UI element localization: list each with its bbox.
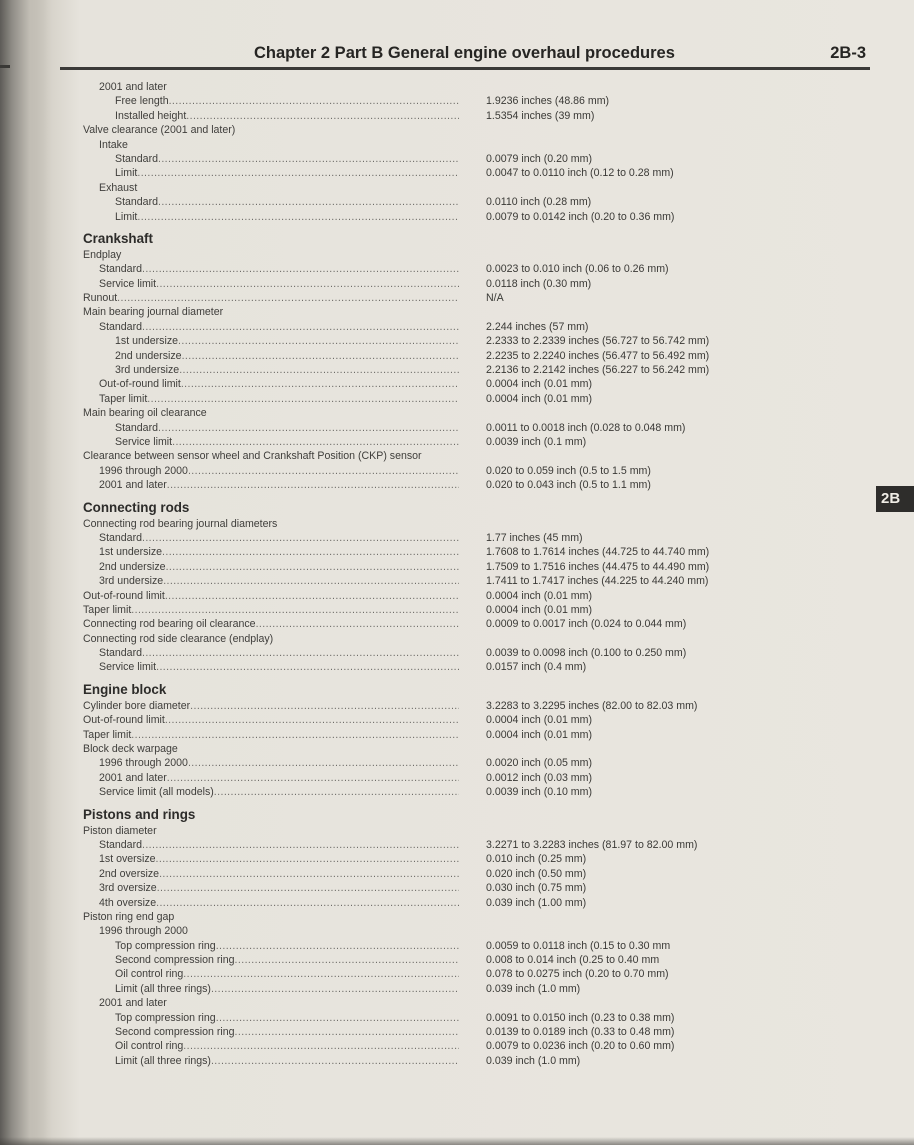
spec-label: Limit (all three rings) ..... — [115, 982, 459, 996]
spec-row — [0, 632, 914, 646]
spec-label: Exhaust — [99, 181, 138, 194]
spec-row — [0, 464, 914, 478]
spec-value: 0.0079 to 0.0142 inch (0.20 to 0.36 mm) — [486, 210, 675, 223]
spec-label: Out-of-round limit ..... — [83, 713, 459, 727]
spec-label: Main bearing journal diameter — [83, 306, 224, 319]
spec-row — [0, 123, 914, 137]
spec-label: 1996 through 2000 ..... — [99, 756, 459, 770]
spec-row — [0, 363, 914, 377]
spec-row — [0, 334, 914, 348]
spec-value: 0.030 inch (0.75 mm) — [486, 882, 587, 895]
spec-label: Intake — [99, 138, 128, 151]
spec-value: 0.0011 to 0.0018 inch (0.028 to 0.048 mm) — [486, 421, 686, 434]
spec-value: 0.0047 to 0.0110 inch (0.12 to 0.28 mm) — [486, 167, 674, 180]
spec-value: 1.77 inches (45 mm) — [486, 531, 583, 544]
spec-row — [0, 406, 914, 420]
spec-value: 1.5354 inches (39 mm) — [486, 109, 595, 122]
spec-value: 2.2136 to 2.2142 inches (56.227 to 56.242 mm) — [486, 364, 710, 377]
spec-value: N/A — [486, 292, 504, 305]
spec-value: 1.7509 to 1.7516 inches (44.475 to 44.490 mm) — [486, 560, 710, 573]
spec-row — [0, 728, 914, 742]
spec-label: Installed height ..... — [115, 109, 459, 123]
spec-label: Standard ..... — [115, 421, 459, 435]
spec-value: 0.0039 inch (0.10 mm) — [486, 786, 592, 799]
spec-label: 2001 and later ..... — [99, 771, 459, 785]
spec-label: Standard ..... — [99, 838, 459, 852]
spec-row — [0, 881, 914, 895]
spec-row — [0, 517, 914, 531]
spec-value: 0.0039 inch (0.1 mm) — [486, 435, 587, 448]
spec-label: Second compression ring ..... — [115, 953, 459, 967]
spec-label: Limit (all three rings) ..... — [115, 1054, 459, 1068]
spec-value: 0.0004 inch (0.01 mm) — [486, 714, 592, 727]
spec-value: 0.078 to 0.0275 inch (0.20 to 0.70 mm) — [486, 968, 669, 981]
section-heading: Pistons and rings — [83, 806, 196, 822]
spec-row — [0, 996, 914, 1010]
spec-label: Limit ..... — [115, 210, 459, 224]
spec-row — [0, 603, 914, 617]
spec-label: Taper limit ..... — [83, 728, 459, 742]
spec-row — [0, 982, 914, 996]
spec-row — [0, 756, 914, 770]
spec-row — [0, 545, 914, 559]
spec-label: Block deck warpage — [83, 743, 178, 756]
spec-row — [0, 291, 914, 305]
spec-row — [0, 449, 914, 463]
spec-label: Taper limit ..... — [83, 603, 459, 617]
spec-row — [0, 166, 914, 180]
spec-row — [0, 80, 914, 94]
spec-row — [0, 824, 914, 838]
spec-label: 2001 and later — [99, 81, 167, 93]
spec-label: 2nd oversize ..... — [99, 867, 459, 881]
spec-row — [0, 478, 914, 492]
spec-label: 3rd oversize ..... — [99, 881, 459, 895]
spec-value: 0.008 to 0.014 inch (0.25 to 0.40 mm — [486, 954, 660, 967]
page-number: 2B-3 — [830, 44, 866, 62]
spec-value: 0.020 to 0.059 inch (0.5 to 1.5 mm) — [486, 464, 651, 477]
spec-row — [0, 262, 914, 276]
specifications-list — [0, 80, 914, 1068]
spec-label: Limit ..... — [115, 166, 459, 180]
spec-row — [0, 646, 914, 660]
spec-row — [0, 939, 914, 953]
spec-row — [0, 421, 914, 435]
spec-label: Top compression ring ..... — [115, 1011, 459, 1025]
spec-label: Taper limit ..... — [99, 392, 459, 406]
spec-value: 0.0020 inch (0.05 mm) — [486, 757, 592, 770]
spec-label: 1st undersize ..... — [99, 545, 459, 559]
spec-label: Second compression ring ..... — [115, 1025, 459, 1039]
spec-row — [0, 967, 914, 981]
spec-label: Out-of-round limit ..... — [83, 589, 459, 603]
spec-row — [0, 771, 914, 785]
page-header — [60, 42, 870, 70]
spec-label: Standard ..... — [115, 152, 459, 166]
spec-label: 2nd undersize ..... — [115, 349, 459, 363]
spec-row — [0, 838, 914, 852]
spec-row — [0, 699, 914, 713]
spec-row — [0, 94, 914, 108]
chapter-title: Chapter 2 Part B General engine overhaul procedures — [254, 44, 675, 62]
spec-label: 2001 and later ..... — [99, 478, 459, 492]
spec-value: 0.0039 to 0.0098 inch (0.100 to 0.250 mm) — [486, 647, 687, 660]
spec-row — [0, 589, 914, 603]
spec-row — [0, 560, 914, 574]
spec-value: 2.2333 to 2.2339 inches (56.727 to 56.742 mm) — [486, 335, 710, 348]
section-heading-row — [0, 675, 914, 699]
spec-value: 1.7608 to 1.7614 inches (44.725 to 44.740 mm) — [486, 546, 710, 559]
spec-value: 0.0004 inch (0.01 mm) — [486, 603, 592, 616]
spec-label: 1996 through 2000 ..... — [99, 464, 459, 478]
spec-row — [0, 531, 914, 545]
spec-label: 4th oversize ..... — [99, 896, 459, 910]
spec-label: Standard ..... — [99, 262, 459, 276]
spec-value: 0.0012 inch (0.03 mm) — [486, 771, 592, 784]
spec-row — [0, 349, 914, 363]
spec-row — [0, 1039, 914, 1053]
spec-row — [0, 392, 914, 406]
spec-row — [0, 574, 914, 588]
section-heading: Crankshaft — [83, 230, 153, 246]
section-heading-row — [0, 224, 914, 248]
margin-tick — [0, 65, 10, 68]
spec-label: Connecting rod bearing oil clearance ..... — [83, 617, 459, 631]
spec-label: 3rd undersize ..... — [115, 363, 459, 377]
spec-row — [0, 617, 914, 631]
spec-value: 0.0157 inch (0.4 mm) — [486, 661, 587, 674]
spec-row — [0, 953, 914, 967]
spec-label: Piston ring end gap — [83, 910, 175, 923]
spec-label: Oil control ring ..... — [115, 967, 459, 981]
spec-label: Free length ..... — [115, 94, 459, 108]
spec-label: Out-of-round limit ..... — [99, 377, 459, 391]
spec-label: 3rd undersize ..... — [99, 574, 459, 588]
spec-label: Connecting rod bearing journal diameters — [83, 517, 278, 530]
spec-label: Service limit ..... — [99, 660, 459, 674]
spec-value: 0.0079 to 0.0236 inch (0.20 to 0.60 mm) — [486, 1040, 675, 1053]
spec-label: 1996 through 2000 — [99, 925, 188, 938]
spec-value: 0.039 inch (1.00 mm) — [486, 896, 587, 909]
spec-label: 2nd undersize ..... — [99, 560, 459, 574]
spec-label: Endplay — [83, 248, 122, 261]
spec-value: 0.0139 to 0.0189 inch (0.33 to 0.48 mm) — [486, 1026, 675, 1039]
spec-row — [0, 1025, 914, 1039]
spec-value: 0.0004 inch (0.01 mm) — [486, 378, 592, 391]
spec-row — [0, 305, 914, 319]
spec-label: Standard ..... — [115, 195, 459, 209]
spec-value: 3.2271 to 3.2283 inches (81.97 to 82.00 mm) — [486, 838, 698, 851]
spec-row — [0, 713, 914, 727]
spec-row — [0, 924, 914, 938]
section-heading: Connecting rods — [83, 499, 190, 515]
spec-row — [0, 138, 914, 152]
spec-row — [0, 896, 914, 910]
spec-value: 3.2283 to 3.2295 inches (82.00 to 82.03 mm) — [486, 699, 698, 712]
spec-value: 2.2235 to 2.2240 inches (56.477 to 56.492 mm) — [486, 349, 710, 362]
spec-label: Cylinder bore diameter ..... — [83, 699, 459, 713]
spec-value: 0.0023 to 0.010 inch (0.06 to 0.26 mm) — [486, 263, 669, 276]
spec-label: Piston diameter — [83, 824, 157, 837]
spec-label: Valve clearance (2001 and later) — [83, 124, 236, 137]
spec-value: 0.0004 inch (0.01 mm) — [486, 392, 592, 405]
spec-row — [0, 910, 914, 924]
spec-row — [0, 1054, 914, 1068]
spec-value: 0.039 inch (1.0 mm) — [486, 1054, 581, 1067]
spec-label: 1st undersize ..... — [115, 334, 459, 348]
spec-row — [0, 867, 914, 881]
spec-row — [0, 742, 914, 756]
spec-value: 0.020 inch (0.50 mm) — [486, 867, 587, 880]
spec-value: 0.0004 inch (0.01 mm) — [486, 728, 592, 741]
page-edge-shadow — [0, 1137, 914, 1145]
spec-label: 1st oversize ..... — [99, 852, 459, 866]
spec-row — [0, 210, 914, 224]
spec-value: 0.039 inch (1.0 mm) — [486, 982, 581, 995]
spec-value: 1.9236 inches (48.86 mm) — [486, 95, 610, 108]
spec-row — [0, 1011, 914, 1025]
chapter-tab: 2B — [876, 486, 914, 512]
spec-row — [0, 435, 914, 449]
section-heading-row — [0, 493, 914, 517]
spec-label: Standard ..... — [99, 646, 459, 660]
spec-row — [0, 195, 914, 209]
spec-value: 2.244 inches (57 mm) — [486, 320, 589, 333]
spec-label: Standard ..... — [99, 531, 459, 545]
spec-row — [0, 377, 914, 391]
section-heading: Engine block — [83, 681, 167, 697]
spec-row — [0, 277, 914, 291]
spec-value: 0.0118 inch (0.30 mm) — [486, 277, 592, 290]
spec-value: 0.010 inch (0.25 mm) — [486, 853, 587, 866]
spec-value: 0.0009 to 0.0017 inch (0.024 to 0.044 mm) — [486, 618, 687, 631]
spec-label: Oil control ring ..... — [115, 1039, 459, 1053]
spec-label: Top compression ring ..... — [115, 939, 459, 953]
spec-label: Runout ..... — [83, 291, 459, 305]
spec-row — [0, 248, 914, 262]
spec-row — [0, 320, 914, 334]
spec-value: 0.0091 to 0.0150 inch (0.23 to 0.38 mm) — [486, 1011, 675, 1024]
spec-row — [0, 852, 914, 866]
spec-label: Service limit ..... — [99, 277, 459, 291]
spec-value: 0.020 to 0.043 inch (0.5 to 1.1 mm) — [486, 479, 651, 492]
spec-label: Main bearing oil clearance — [83, 407, 207, 420]
spec-row — [0, 181, 914, 195]
spec-label: Connecting rod side clearance (endplay) — [83, 632, 274, 645]
spec-value: 0.0079 inch (0.20 mm) — [486, 152, 592, 165]
spec-value: 0.0004 inch (0.01 mm) — [486, 589, 592, 602]
spec-row — [0, 152, 914, 166]
spec-label: 2001 and later — [99, 997, 167, 1010]
spec-label: Standard ..... — [99, 320, 459, 334]
spec-label: Service limit (all models) ..... — [99, 785, 459, 799]
spec-label: Clearance between sensor wheel and Crankshaft Position (CKP) sensor — [83, 450, 422, 463]
spec-label: Service limit ..... — [115, 435, 459, 449]
spec-row — [0, 785, 914, 799]
spec-row — [0, 660, 914, 674]
spec-value: 1.7411 to 1.7417 inches (44.225 to 44.240 mm) — [486, 575, 709, 588]
section-heading-row — [0, 800, 914, 824]
spec-value: 0.0110 inch (0.28 mm) — [486, 196, 592, 209]
spec-value: 0.0059 to 0.0118 inch (0.15 to 0.30 mm — [486, 939, 671, 952]
spec-row — [0, 109, 914, 123]
